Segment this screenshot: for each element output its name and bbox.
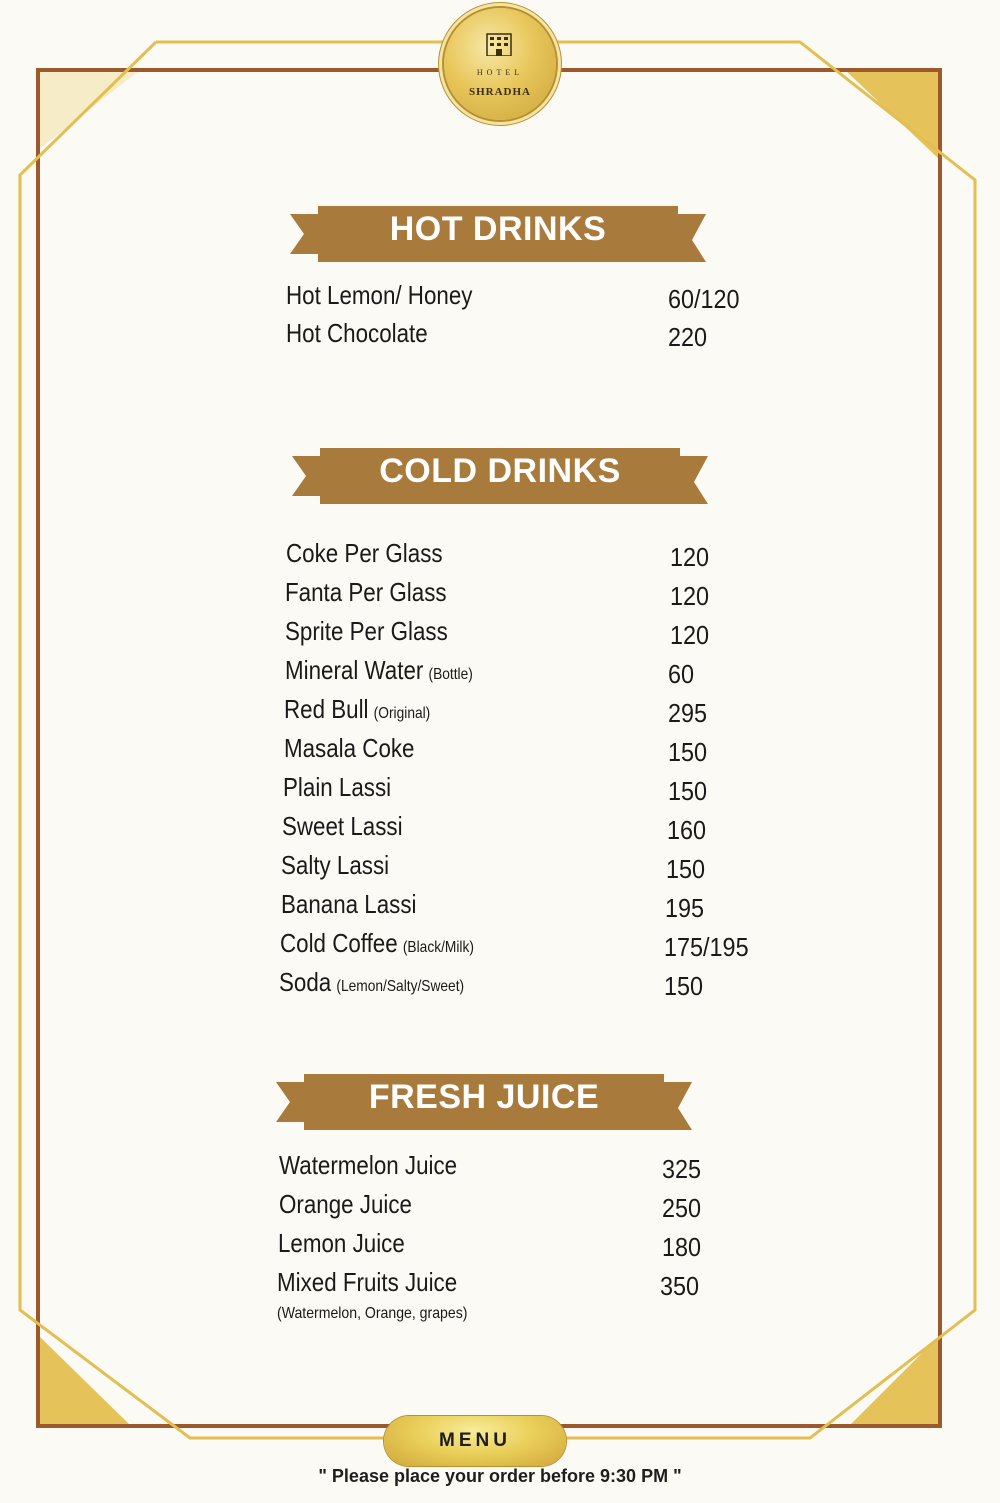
item-name: Cold Coffee (Black/Milk) [280, 928, 474, 958]
item-name: Banana Lassi [281, 889, 417, 919]
corner-bottom-left [38, 1335, 130, 1425]
item-name: Orange Juice [279, 1189, 413, 1219]
item-price: 150 [668, 776, 708, 806]
item-name: Plain Lassi [283, 772, 392, 802]
corner-top-left [38, 70, 140, 150]
menu-label-pill [384, 1416, 566, 1466]
item-price: 120 [670, 581, 710, 611]
item-price: 175/195 [664, 932, 749, 962]
item-price: 180 [662, 1232, 702, 1262]
section-banner-cold-drinks [292, 442, 708, 508]
item-price: 150 [664, 971, 704, 1001]
building-icon [485, 32, 513, 56]
item-name: Red Bull (Original) [284, 694, 431, 724]
item-price: 120 [670, 620, 710, 650]
item-name: Coke Per Glass [286, 538, 443, 568]
item-name: Mixed Fruits Juice [277, 1267, 458, 1297]
item-price: 250 [662, 1193, 702, 1223]
logo-top-text: HOTEL [476, 68, 524, 77]
item-name: Lemon Juice [278, 1228, 405, 1258]
item-price: 150 [666, 854, 706, 884]
item-price: 60/120 [668, 284, 740, 314]
section-title: COLD DRINKS [379, 452, 621, 490]
item-name: Fanta Per Glass [285, 577, 447, 607]
item-price: 220 [668, 322, 708, 352]
item-name: Hot Lemon/ Honey [286, 280, 473, 310]
item-note: (Black/Milk) [402, 939, 474, 956]
item-name: Mineral Water (Bottle) [285, 655, 473, 685]
section-title: FRESH JUICE [368, 1078, 600, 1116]
item-name: Masala Coke [284, 733, 415, 763]
item-price: 120 [670, 542, 710, 572]
hotel-logo [444, 8, 556, 120]
item-price: 325 [662, 1154, 702, 1184]
item-name: Sprite Per Glass [285, 616, 448, 646]
section-banner-fresh-juice [276, 1068, 692, 1134]
menu-label: MENU [439, 1430, 511, 1451]
item-price: 150 [668, 737, 708, 767]
item-price: 195 [665, 893, 705, 923]
item-name: Watermelon Juice [279, 1150, 458, 1180]
item-name: Salty Lassi [281, 850, 390, 880]
item-price: 295 [668, 698, 708, 728]
item-price: 350 [660, 1271, 700, 1301]
item-name: Hot Chocolate [286, 318, 428, 348]
item-note: (Bottle) [428, 666, 473, 683]
item-price: 160 [667, 815, 707, 845]
item-sub-note: (Watermelon, Orange, grapes) [277, 1305, 468, 1322]
order-time-note: " Please place your order before 9:30 PM " [318, 1466, 682, 1486]
section-banner-hot-drinks [290, 200, 706, 266]
section-title: HOT DRINKS [389, 210, 607, 248]
logo-name: SHRADHA [468, 86, 531, 98]
item-name: Soda (Lemon/Salty/Sweet) [279, 967, 465, 997]
item-note: (Lemon/Salty/Sweet) [336, 978, 465, 995]
item-price: 60 [668, 659, 695, 689]
item-name: Sweet Lassi [282, 811, 403, 841]
item-note: (Original) [373, 705, 431, 722]
